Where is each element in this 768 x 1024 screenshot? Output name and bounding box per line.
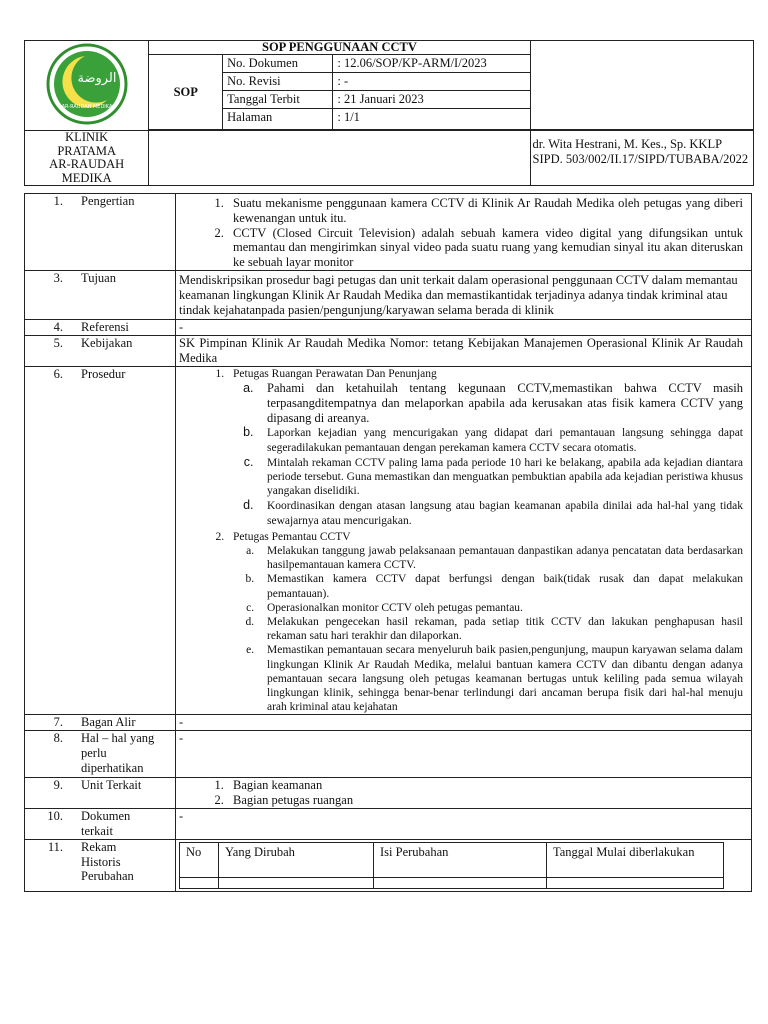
group-title: Petugas Ruangan Perawatan Dan Penunjang bbox=[233, 367, 437, 380]
sop-label: SOP bbox=[149, 55, 223, 130]
section-content: Mendiskripsikan prosedur bagi petugas dan unit terkait dalam operasional penggunaan CCTV dalam memantau keamanan lingkungan Klinik Ar Raudah Medika dan memastikantidak terjadinya adanya tindak kriminal atau tindak kejahatanpada pasien/pengunjung/karyawan selama berada di klinik bbox=[176, 270, 752, 319]
logo-arabic: الروضة bbox=[77, 70, 117, 86]
col-header: No bbox=[180, 842, 219, 877]
col-header: Yang Dirubah bbox=[219, 842, 374, 877]
section-content bbox=[176, 778, 752, 809]
meta-key: Halaman bbox=[223, 109, 333, 130]
section-label bbox=[25, 839, 176, 891]
section-number: 9. bbox=[53, 778, 63, 793]
section-label bbox=[25, 270, 176, 319]
section-content: SK Pimpinan Klinik Ar Raudah Medika Nomor: tetang Kebijakan Manajemen Operasional Klinik Ar Raudah Medika bbox=[176, 335, 752, 366]
section-title: Hal – hal yang perlu diperhatikan bbox=[81, 731, 155, 775]
section-dokumen-terkait bbox=[25, 808, 752, 839]
section-number: 8. bbox=[53, 731, 63, 746]
revision-history-table bbox=[179, 842, 724, 889]
section-number: 7. bbox=[53, 715, 63, 730]
section-tujuan bbox=[25, 270, 752, 319]
procedure-group bbox=[227, 530, 743, 715]
section-label bbox=[25, 335, 176, 366]
section-content: - bbox=[176, 808, 752, 839]
section-label bbox=[25, 319, 176, 335]
section-title: Unit Terkait bbox=[81, 778, 142, 793]
section-hal-diperhatikan bbox=[25, 731, 752, 778]
section-title: Pengertian bbox=[81, 194, 135, 208]
section-referensi bbox=[25, 319, 752, 335]
section-number: 5. bbox=[53, 335, 63, 350]
document-header bbox=[24, 40, 754, 186]
procedure-step: d. Koordinasikan dengan atasan langsung atau bagian keamanan apabila dinilai ada hal-hal yang tidak sewajarnya atau mencurigakan. bbox=[257, 498, 743, 527]
section-title: Rekam Historis Perubahan bbox=[81, 839, 134, 884]
meta-value: : 1/1 bbox=[333, 109, 530, 130]
section-label bbox=[25, 778, 176, 809]
section-title: Prosedur bbox=[81, 366, 126, 381]
table-header-row bbox=[180, 842, 724, 877]
group-title: Petugas Pemantau CCTV bbox=[233, 530, 351, 543]
section-number: 1. bbox=[53, 194, 63, 208]
section-kebijakan bbox=[25, 335, 752, 366]
section-content bbox=[176, 839, 752, 891]
procedure-step: c. Operasionalkan monitor CCTV oleh petugas pemantau. bbox=[257, 601, 743, 615]
section-prosedur bbox=[25, 366, 752, 715]
section-label bbox=[25, 808, 176, 839]
header-blank-middle bbox=[149, 131, 530, 186]
table-cell bbox=[547, 877, 724, 888]
section-rekam-historis bbox=[25, 839, 752, 891]
section-pengertian bbox=[25, 194, 752, 271]
section-title: Referensi bbox=[81, 319, 129, 334]
list-item: 2. Bagian petugas ruangan bbox=[227, 793, 743, 808]
section-unit-terkait bbox=[25, 778, 752, 809]
list-item: 1. Suatu mekanisme penggunaan kamera CCTV di Klinik Ar Raudah Medika oleh petugas yang diberi kewenangan untuk itu. bbox=[227, 196, 743, 226]
header-blank-right bbox=[530, 41, 753, 130]
doctor-sipd: SIPD. 503/002/II.17/SIPD/TUBABA/2022 bbox=[532, 152, 749, 166]
procedure-step: d. Melakukan pengecekan hasil rekaman, pada setiap titik CCTV dan lakukan penghapusan hasil rekaman satu hari terakhir dan dilaporkan. bbox=[257, 615, 743, 643]
section-label bbox=[25, 194, 176, 271]
procedure-step: b. Memastikan kamera CCTV dapat berfungsi dengan baik(tidak rusak dan dapat melakukan pemantauan). bbox=[257, 572, 743, 600]
clinic-line: MEDIKA bbox=[61, 170, 112, 185]
section-content bbox=[176, 194, 752, 271]
list-item: 2. CCTV (Closed Circuit Television) adalah sebuah kamera video digital yang difungsikan untuk memantau dan mengirimkan sinyal video pada suatu ruang yang kemudian sinyal itu akan diteruskan ke sebuah layar monitor bbox=[227, 226, 743, 270]
clinic-logo-icon bbox=[45, 42, 129, 126]
meta-value: : 21 Januari 2023 bbox=[333, 91, 530, 109]
section-title: Kebijakan bbox=[81, 335, 133, 350]
doc-title: SOP PENGGUNAAN CCTV bbox=[149, 41, 530, 55]
table-cell bbox=[219, 877, 374, 888]
section-content: - bbox=[176, 731, 752, 778]
section-label bbox=[25, 731, 176, 778]
clinic-line: KLINIK bbox=[65, 130, 109, 144]
meta-value: : 12.06/SOP/KP-ARM/I/2023 bbox=[333, 55, 530, 73]
doctor-name: dr. Wita Hestrani, M. Kes., Sp. KKLP bbox=[532, 137, 723, 151]
meta-key: No. Revisi bbox=[223, 73, 333, 91]
table-cell bbox=[180, 877, 219, 888]
procedure-step: e. Memastikan pemantauan secara menyeluruh baik pasien,pengunjung, maupun karyawan selama dalam lingkungan Klinik Ar Raudah Medika, melalui bantuan kamera CCTV dan dibantu dengan adanya pemantauan secara langsung oleh petugas keamanan bertugas untuk keliling pada semua wilayah lingkungan klinik, sehingga benar-benar terlindungi dari ancaman berupa fisik dari hal-hal menuju arah kriminal atau kejahatan bbox=[257, 643, 743, 714]
meta-value: : - bbox=[333, 73, 530, 91]
procedure-step: a. Pahami dan ketahuilah tentang kegunaan CCTV,memastikan bahwa CCTV masih terpasangditempatnya dan melaporkan apabila ada kerusakan atas fisik kamera CCTV yang dipasang di areanya. bbox=[257, 381, 743, 425]
approver-cell bbox=[530, 131, 753, 186]
clinic-name bbox=[25, 131, 149, 186]
section-label bbox=[25, 715, 176, 731]
col-header: Isi Perubahan bbox=[374, 842, 547, 877]
section-content: - bbox=[176, 319, 752, 335]
section-title: Bagan Alir bbox=[81, 715, 136, 730]
section-number: 6. bbox=[53, 366, 63, 381]
clinic-line: PRATAMA bbox=[57, 143, 117, 158]
section-content: - bbox=[176, 715, 752, 731]
section-number: 4. bbox=[53, 319, 63, 334]
col-header: Tanggal Mulai diberlakukan bbox=[547, 842, 724, 877]
section-title: Tujuan bbox=[81, 270, 116, 285]
section-content bbox=[176, 366, 752, 715]
section-title: Dokumen terkait bbox=[81, 808, 131, 838]
section-number: 3. bbox=[53, 270, 63, 285]
procedure-step: c. Mintalah rekaman CCTV paling lama pada periode 10 hari ke belakang, apabila ada kejadian diantara periode tersebut. Guna memastikan dan menguatkan pembuktian apabila ada kejadian peristiwa khusus yangakan diselidiki. bbox=[257, 455, 743, 499]
logo-arc-text: AR-RAUDAH MEDIKA bbox=[61, 103, 113, 110]
logo-cell bbox=[25, 41, 149, 131]
clinic-line: AR-RAUDAH bbox=[49, 157, 125, 171]
section-number: 11. bbox=[47, 839, 63, 854]
procedure-group bbox=[227, 367, 743, 528]
meta-key: No. Dokumen bbox=[223, 55, 333, 73]
table-row bbox=[180, 877, 724, 888]
section-bagan-alir bbox=[25, 715, 752, 731]
list-item: 1. Bagian keamanan bbox=[227, 778, 743, 793]
procedure-step: b. Laporkan kejadian yang mencurigakan yang didapat dari pemantauan langsung sehingga dapat segeradilakukan pemantauan dengan perekaman kamera CCTV secara otomatis. bbox=[257, 425, 743, 454]
meta-key: Tanggal Terbit bbox=[223, 91, 333, 109]
sop-content-table bbox=[24, 193, 752, 892]
table-cell bbox=[374, 877, 547, 888]
procedure-step: a. Melakukan tanggung jawab pelaksanaan pemantauan danpastikan adanya pencatatan data berdasarkan hasilpemantauan kamera CCTV. bbox=[257, 544, 743, 572]
section-number: 10. bbox=[47, 808, 63, 823]
section-label bbox=[25, 366, 176, 715]
